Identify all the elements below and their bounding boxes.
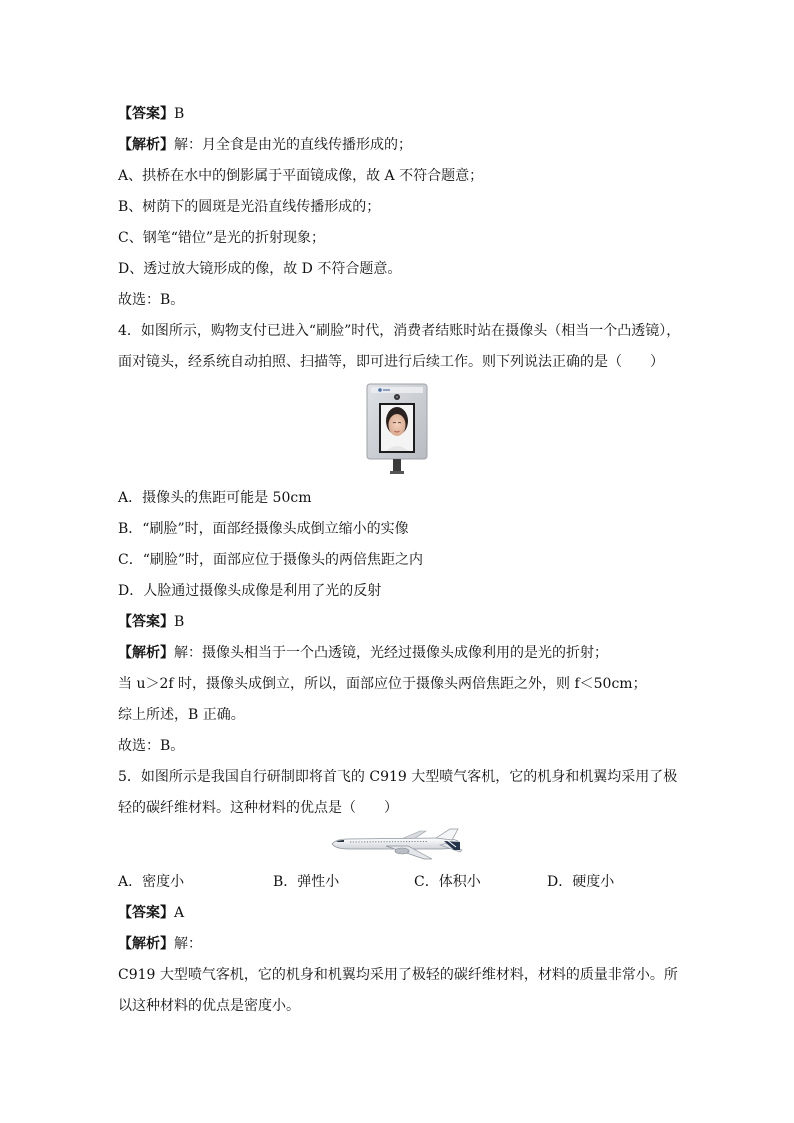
section-text: 解：月全食是由光的直线传播形成的； [174, 137, 412, 153]
analysis-5-line-3: 以这种材料的优点是密度小。 [118, 998, 300, 1014]
question-4-line-2: 面对镜头，经系统自动拍照、扫描等，即可进行后续工作。则下列说法正确的是（ ） [118, 354, 664, 370]
analysis-3-option-d: D、透过放大镜形成的像，故 D 不符合题意。 [118, 261, 402, 277]
section-label: 【解析】 [118, 936, 174, 952]
analysis-3-option-a: A、拱桥在水中的倒影属于平面镜成像，故 A 不符合题意； [118, 168, 484, 184]
section-text: B [174, 106, 185, 122]
answer-4 [118, 612, 184, 632]
question-4-line-1: 4．如图所示，购物支付已进入“刷脸”时代，消费者结账时站在摄像头（相当一个凸透镜）， [118, 323, 681, 339]
question-5-line-1: 5．如图所示是我国自行研制即将首飞的 C919 大型喷气客机，它的机身和机翼均采用了极 [118, 769, 678, 785]
section-label: 【解析】 [118, 645, 174, 661]
analysis-3-option-b: B、树荫下的圆斑是光沿直线传播形成的； [118, 199, 381, 215]
question-4-option-a: A．摄像头的焦距可能是 50cm [118, 490, 312, 506]
question-5-option-d: D．硬度小 [547, 874, 615, 890]
selection-4: 故选：B。 [118, 738, 185, 754]
section-text: 解： [174, 936, 202, 952]
question-5-option-c: C．体积小 [414, 874, 481, 890]
analysis-4-line-2: 当 u＞2f 时，摄像头成倒立，所以，面部应位于摄像头两倍焦距之外，则 f＜50cm； [118, 676, 647, 692]
question-5-option-a: A．密度小 [118, 874, 185, 890]
analysis-5-line-1 [118, 934, 202, 954]
analysis-3-option-c: C、钢笔“错位”是光的折射现象； [118, 230, 326, 246]
question-4-option-d: D．人脸通过摄像头成像是利用了光的反射 [118, 583, 382, 599]
analysis-4-line-1 [118, 643, 608, 663]
section-text: A [174, 905, 185, 921]
answer-3 [118, 104, 184, 124]
analysis-5-line-2: C919 大型喷气客机，它的机身和机翼均采用了极轻的碳纤维材料，材料的质量非常小。所 [118, 967, 678, 983]
section-text: 解：摄像头相当于一个凸透镜，光经过摄像头成像利用的是光的折射； [174, 645, 608, 661]
question-5-option-b: B．弹性小 [273, 874, 340, 890]
section-text: B [174, 614, 185, 630]
section-label: 【答案】 [118, 106, 174, 122]
c919-airplane-icon [328, 828, 464, 862]
section-label: 【解析】 [118, 137, 174, 153]
question-4-option-c: C．“刷脸”时，面部应位于摄像头的两倍焦距之内 [118, 552, 424, 568]
section-label: 【答案】 [118, 905, 174, 921]
selection-3: 故选：B。 [118, 292, 185, 308]
question-4-option-b: B．“刷脸”时，面部经摄像头成倒立缩小的实像 [118, 521, 409, 537]
face-payment-camera-icon [366, 383, 428, 475]
analysis-3-line-1 [118, 135, 412, 155]
question-5-line-2: 轻的碳纤维材料。这种材料的优点是（ ） [118, 800, 398, 816]
answer-5 [118, 903, 184, 923]
section-label: 【答案】 [118, 614, 174, 630]
analysis-4-line-3: 综上所述，B 正确。 [118, 707, 245, 723]
